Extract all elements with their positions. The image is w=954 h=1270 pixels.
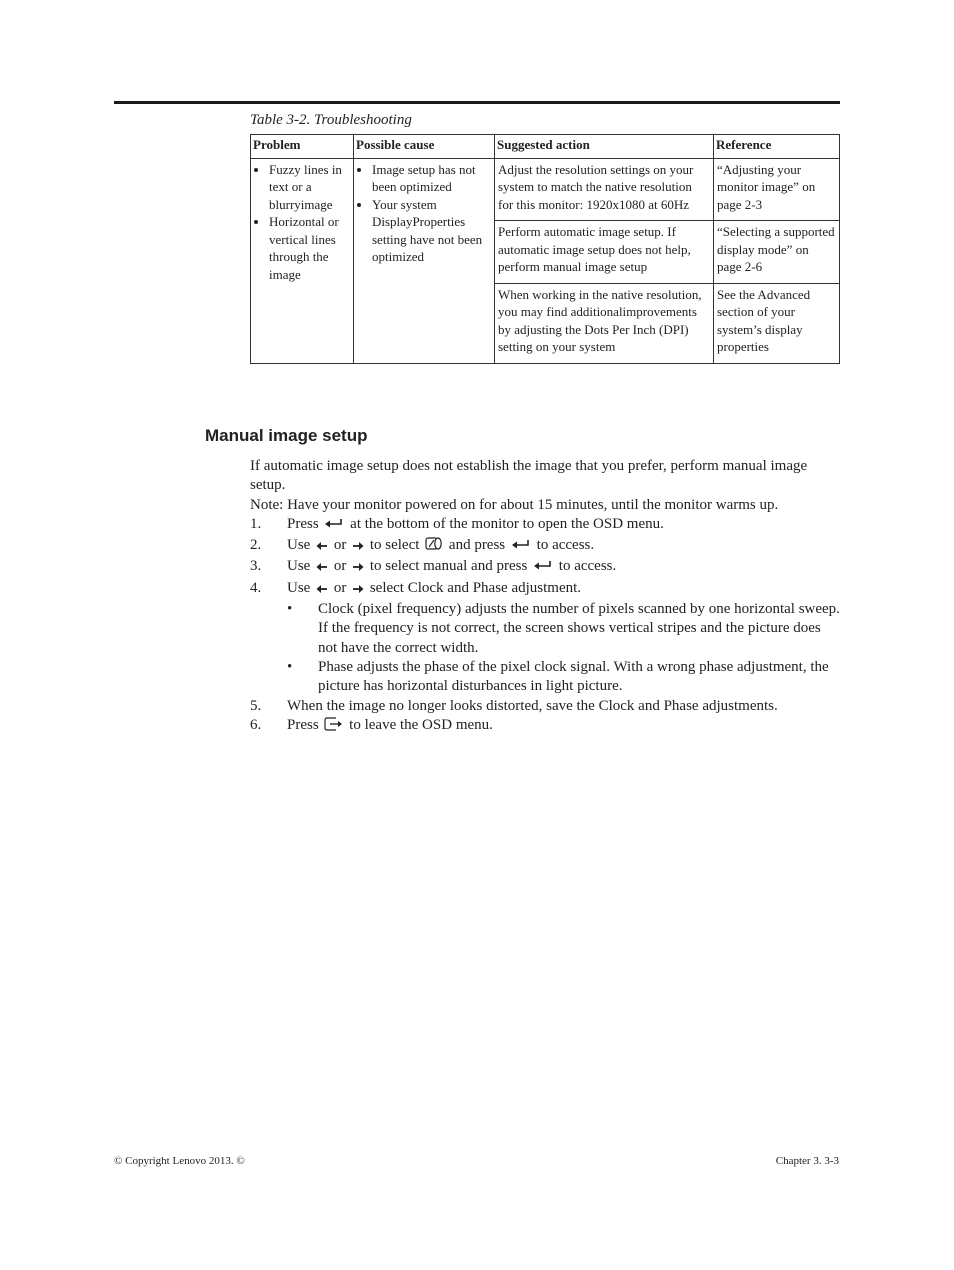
- header-suggested-action: Suggested action: [495, 135, 714, 159]
- step-number: 1.: [250, 515, 262, 532]
- section-heading: Manual image setup: [205, 426, 368, 445]
- footer-copyright: © Copyright Lenovo 2013. ©: [114, 1155, 245, 1167]
- right-arrow-icon: [352, 538, 364, 557]
- left-arrow-icon: [316, 559, 328, 578]
- table-header-row: [251, 135, 840, 159]
- step-text: to leave the OSD menu.: [349, 716, 493, 733]
- left-arrow-icon: [316, 538, 328, 557]
- exit-icon: [324, 717, 343, 737]
- step-number: 4.: [250, 579, 262, 596]
- problem-cell: [251, 158, 354, 363]
- bullet-mark: •: [287, 658, 293, 675]
- step-text: Use: [287, 579, 311, 596]
- header-possible-cause: Possible cause: [354, 135, 495, 159]
- step-4: [250, 579, 842, 600]
- bullet-item: [250, 658, 842, 697]
- intro-paragraph: If automatic image setup does not establish the image that you prefer, perform manual image setup.: [250, 458, 808, 494]
- header-problem: Problem: [251, 135, 354, 159]
- section-body: [250, 457, 842, 737]
- step-text: to select manual and press: [369, 558, 528, 575]
- right-arrow-icon: [352, 559, 364, 578]
- step-2: [250, 536, 842, 557]
- left-arrow-icon: [316, 581, 328, 600]
- header-reference: Reference: [714, 135, 840, 159]
- cause-item: • Your system DisplayProperties setting have not been optimized: [372, 196, 491, 266]
- reference-cell: See the Advanced section of your system’s display properties: [714, 283, 840, 363]
- action-cell: Perform automatic image setup. If automatic image setup does not help, perform manual image setup: [495, 221, 714, 284]
- step-text: to access.: [536, 537, 595, 554]
- step-number: 6.: [250, 716, 262, 733]
- enter-icon: [533, 559, 553, 578]
- step-text: at the bottom of the monitor to open the OSD menu.: [350, 515, 664, 532]
- step-text: and press: [448, 537, 506, 554]
- problem-item: • Fuzzy lines in text or a blurryimage: [269, 161, 350, 214]
- enter-icon: [511, 538, 531, 557]
- step-number: 3.: [250, 558, 262, 575]
- image-setup-icon: [425, 536, 443, 557]
- reference-cell: “Selecting a supported display mode” on page 2-6: [714, 221, 840, 284]
- step-5: [250, 697, 842, 716]
- right-arrow-icon: [352, 581, 364, 600]
- table-caption: Table 3-2. Troubleshooting: [250, 112, 412, 128]
- step-number: 5.: [250, 697, 262, 714]
- troubleshooting-table: [250, 134, 840, 364]
- footer-page-number: Chapter 3. 3-3: [775, 1155, 839, 1167]
- reference-cell: “Adjusting your monitor image” on page 2-3: [714, 158, 840, 221]
- problem-item: • Horizontal or vertical lines through the image: [269, 213, 350, 283]
- cause-cell: [354, 158, 495, 363]
- bullet-text: Phase adjusts the phase of the pixel clock signal. With a wrong phase adjustment, the picture has horizontal disturbances in light picture.: [318, 658, 829, 695]
- step-text: or: [333, 537, 347, 554]
- table-row: [251, 158, 840, 221]
- note-paragraph: Note: Have your monitor powered on for about 15 minutes, until the monitor warms up.: [250, 496, 779, 513]
- bullet-item: [250, 600, 842, 658]
- step-text: Press: [287, 515, 319, 532]
- step-text: select Clock and Phase adjustment.: [369, 579, 582, 596]
- bullet-mark: •: [287, 601, 293, 618]
- step-6: [250, 716, 842, 737]
- bullet-text: Clock (pixel frequency) adjusts the number of pixels scanned by one horizontal sweep. If the frequency is not correct, the screen shows vertical stripes and the picture does not have the correct width.: [318, 601, 840, 656]
- step-text: or: [333, 558, 347, 575]
- step-text: When the image no longer looks distorted, save the Clock and Phase adjustments.: [287, 697, 778, 714]
- enter-icon: [324, 517, 344, 536]
- step-3: [250, 557, 842, 578]
- step-number: 2.: [250, 537, 262, 554]
- step-1: [250, 515, 842, 536]
- action-cell: When working in the native resolution, you may find additionalimprovements by adjusting the Dots Per Inch (DPI) setting on your system: [495, 283, 714, 363]
- step-text: or: [333, 579, 347, 596]
- action-cell: Adjust the resolution settings on your system to match the native resolution for this monitor: 1920x1080 at 60Hz: [495, 158, 714, 221]
- step-text: Press: [287, 716, 319, 733]
- top-rule: [114, 101, 840, 104]
- cause-item: • Image setup has not been optimized: [372, 161, 491, 196]
- step-text: to select: [369, 537, 420, 554]
- step-text: Use: [287, 537, 311, 554]
- step-text: Use: [287, 558, 311, 575]
- step-text: to access.: [558, 558, 617, 575]
